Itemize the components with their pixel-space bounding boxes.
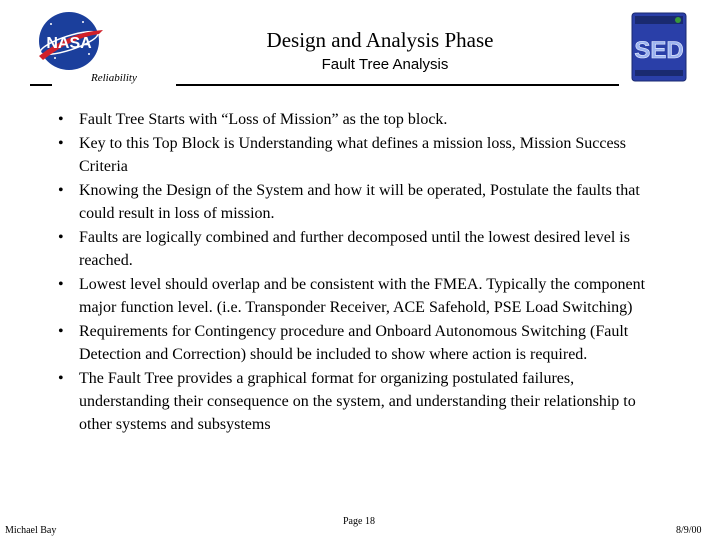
- header-rule: [176, 84, 619, 86]
- page-subtitle: Fault Tree Analysis: [321, 56, 449, 73]
- section-label: Reliability: [91, 72, 137, 84]
- page-title: Design and Analysis Phase: [266, 28, 494, 52]
- footer-author: Michael Bay: [5, 525, 57, 536]
- bullet-text: Lowest level should overlap and be consistent with the FMEA. Typically the component major function level. (i.e. Transponder Receiver, ACE Safehold, PSE Load Switching): [79, 276, 646, 316]
- footer-date: 8/9/00: [676, 525, 702, 536]
- bullet-marker: •: [58, 370, 64, 387]
- bullet-list: [56, 108, 656, 437]
- footer-page-number: Page 18: [343, 516, 375, 527]
- bullet-item: [56, 367, 656, 436]
- bullet-text: Requirements for Contingency procedure and Onboard Autonomous Switching (Fault Detection and Correction) should be included to show where action is required.: [79, 323, 629, 363]
- bullet-marker: •: [58, 229, 64, 246]
- bullet-marker: •: [58, 111, 64, 128]
- bullet-item: [56, 108, 656, 131]
- bullet-marker: •: [58, 276, 64, 293]
- header-rule-left: [30, 84, 52, 86]
- bullet-marker: •: [58, 182, 64, 199]
- nasa-logo: [33, 10, 105, 72]
- sed-logo-text: SED: [634, 37, 684, 64]
- bullet-item: [56, 320, 656, 366]
- sed-logo: [631, 12, 687, 82]
- bullet-text: The Fault Tree provides a graphical format for organizing postulated failures, understanding their consequence on the system, and understanding their relationship to other systems and subsystems: [79, 370, 636, 433]
- bullet-text: Fault Tree Starts with “Loss of Mission” as the top block.: [79, 111, 448, 128]
- bullet-text: Knowing the Design of the System and how it will be operated, Postulate the faults that could result in loss of mission.: [79, 182, 640, 222]
- bullet-item: [56, 132, 656, 178]
- bullet-item: [56, 179, 656, 225]
- bullet-item: [56, 273, 656, 319]
- bullet-marker: •: [58, 323, 64, 340]
- bullet-marker: •: [58, 135, 64, 152]
- bullet-item: [56, 226, 656, 272]
- bullet-text: Faults are logically combined and further decomposed until the lowest desired level is reached.: [79, 229, 630, 269]
- bullet-text: Key to this Top Block is Understanding what defines a mission loss, Mission Success Criteria: [79, 135, 626, 175]
- nasa-logo-text: NASA: [46, 35, 92, 52]
